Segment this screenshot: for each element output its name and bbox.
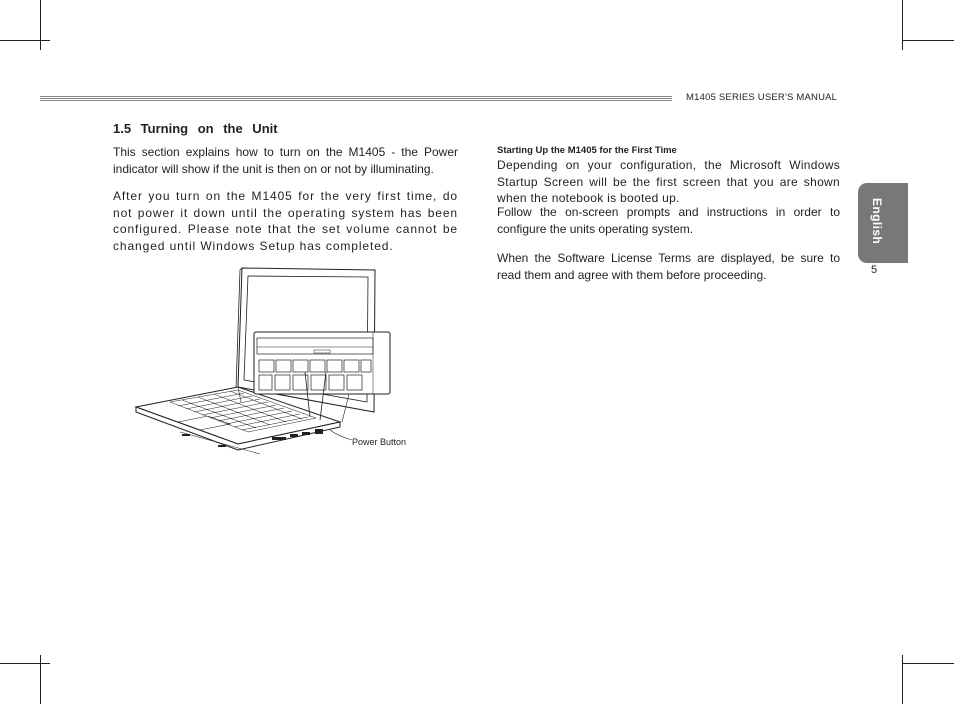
section-heading: 1.5 Turning on the Unit bbox=[113, 121, 278, 136]
language-tab-label: English bbox=[870, 198, 884, 245]
crop-mark bbox=[902, 0, 903, 50]
header-rule bbox=[40, 96, 672, 102]
manual-title: M1405 SERIES USER'S MANUAL bbox=[686, 92, 838, 103]
crop-mark bbox=[902, 663, 954, 664]
subsection-paragraph: When the Software License Terms are displayed, be sure to read them and agree with them before proceeding. bbox=[497, 251, 840, 282]
crop-mark bbox=[0, 40, 50, 41]
crop-mark bbox=[0, 663, 50, 664]
subsection-paragraph: Depending on your configuration, the Microsoft Windows Startup Screen will be the first screen that you are shown when the notebook is booted up. bbox=[497, 158, 840, 205]
subsection-paragraph: Follow the on-screen prompts and instructions in order to configure the units operating system. bbox=[497, 205, 840, 236]
crop-mark bbox=[902, 40, 954, 41]
subsection-heading: Starting Up the M1405 for the First Time bbox=[497, 145, 677, 156]
power-button-callout: Power Button bbox=[352, 437, 407, 447]
section-paragraph: After you turn on the M1405 for the very first time, do not power it down until the operating system has been configured. Please note that the set volume cannot be changed until Windows Setup has completed. bbox=[113, 189, 458, 253]
section-paragraph: This section explains how to turn on the M1405 - the Power indicator will show if the unit is then on or not by illuminating. bbox=[113, 145, 458, 176]
page-number: 5 bbox=[871, 264, 878, 276]
laptop-illustration bbox=[130, 262, 395, 462]
crop-mark bbox=[40, 0, 41, 50]
